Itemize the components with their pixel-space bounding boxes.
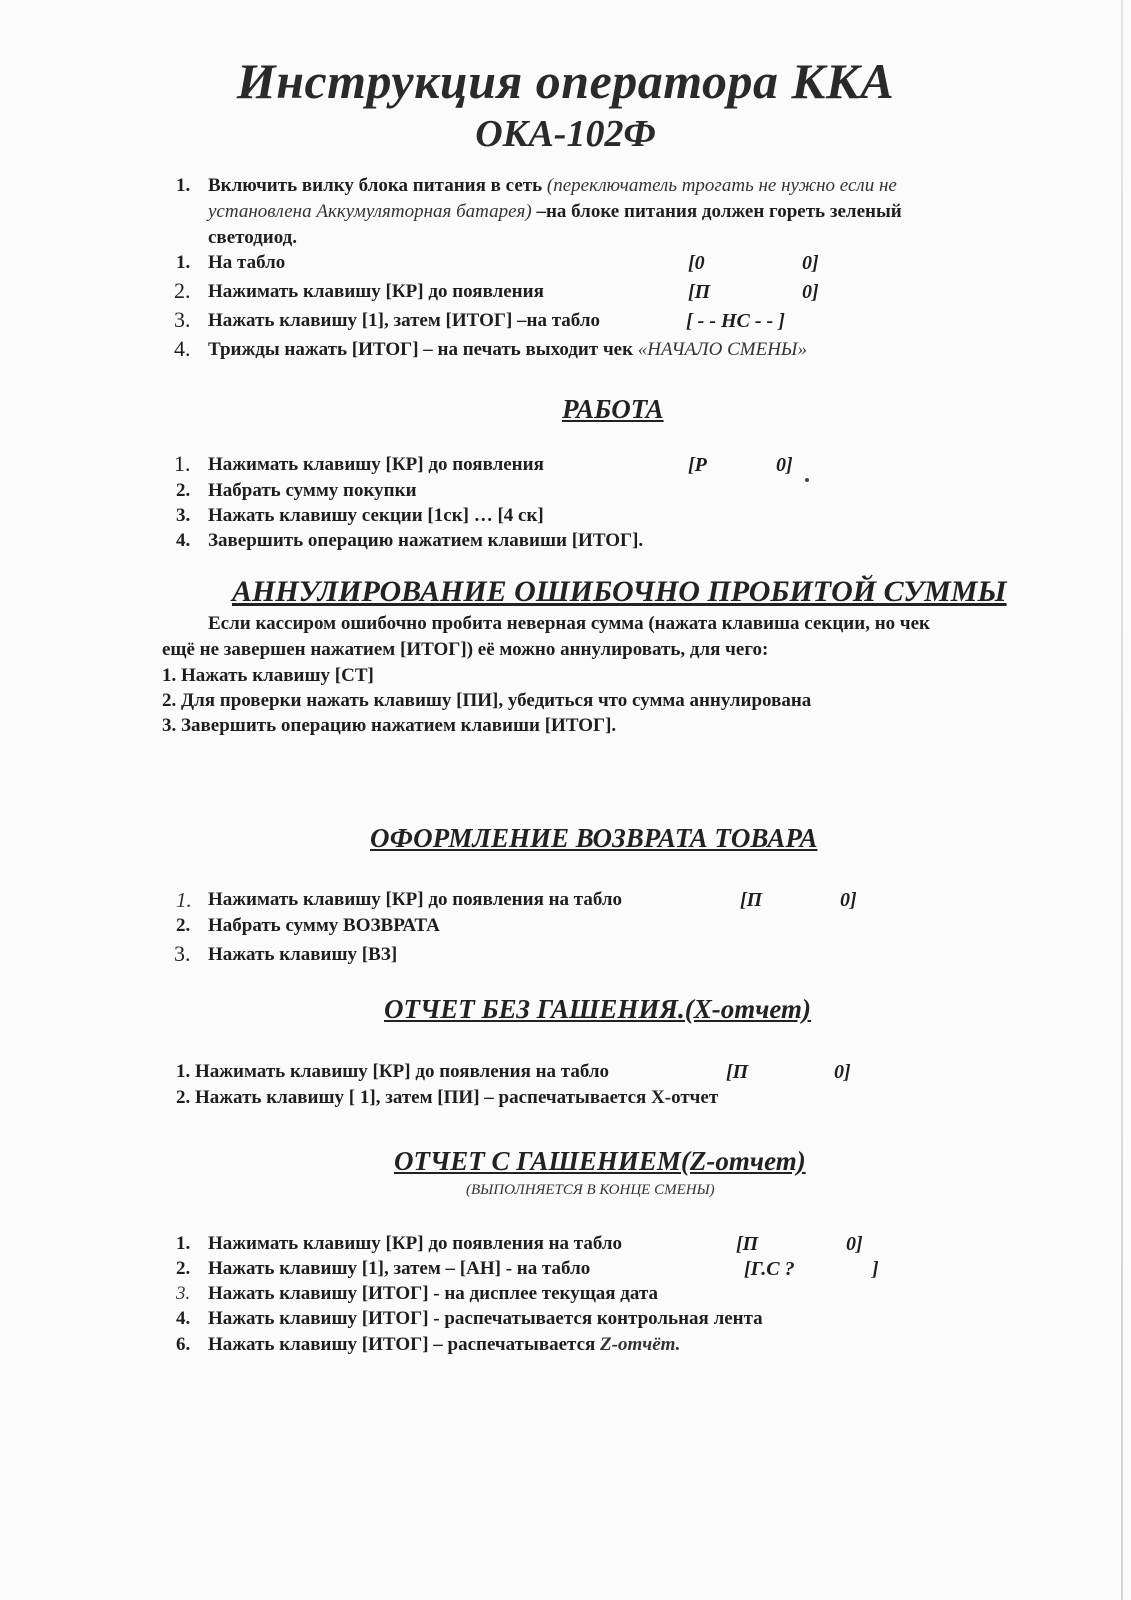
refund-item-text: Набрать сумму ВОЗВРАТА: [208, 915, 440, 936]
section-heading-cancel: АННУЛИРОВАНИЕ ОШИБОЧНО ПРОБИТОЙ СУММЫ: [232, 575, 1007, 608]
display-readout-end: 0]: [846, 1233, 863, 1255]
xreport-item: 2. Нажать клавишу [ 1], затем [ПИ] – распечатывается Х-отчет: [176, 1087, 719, 1108]
cancel-paragraph: ещё не завершен нажатием [ИТОГ]) её можно аннулировать, для чего:: [162, 639, 769, 660]
zreport-item-text: Нажать клавишу [ИТОГ] - на дисплее текущая дата: [208, 1283, 658, 1304]
display-readout: [0: [688, 252, 705, 274]
cancel-item: 2. Для проверки нажать клавишу [ПИ], убедиться что сумма аннулирована: [162, 690, 812, 711]
start-item-num: 4.: [174, 336, 191, 361]
section-heading-zreport: ОТЧЕТ С ГАШЕНИЕМ(Z-отчет): [394, 1146, 806, 1176]
start-item-receipt: [208, 338, 807, 362]
zreport-subheading: (ВЫПОЛНЯЕТСЯ В КОНЦЕ СМЕНЫ): [466, 1182, 715, 1198]
display-readout: [Р: [688, 454, 707, 476]
start-item-text: –на блоке питания должен гореть зеленый: [531, 201, 902, 222]
zreport-item-num: 1.: [176, 1233, 191, 1254]
work-item-text: Набрать сумму покупки: [208, 480, 417, 501]
start-item-power: [208, 174, 897, 198]
display-readout: [П: [736, 1233, 759, 1255]
start-item-num: 2.: [174, 278, 191, 303]
cancel-item: 1. Нажать клавишу [СТ]: [162, 665, 374, 686]
zreport-item-num: 2.: [176, 1258, 191, 1279]
zreport-item-text: Нажимать клавишу [КР] до появления на табло: [208, 1233, 623, 1254]
work-item-text: Нажимать клавишу [КР] до появления: [208, 454, 544, 475]
start-item-text: Нажать клавишу [1], затем [ИТОГ] –на табло: [208, 310, 600, 331]
start-item-text: Нажимать клавишу [КР] до появления: [208, 281, 544, 302]
section-heading-refund: ОФОРМЛЕНИЕ ВОЗВРАТА ТОВАРА: [370, 823, 818, 853]
section-heading-xreport: ОТЧЕТ БЕЗ ГАШЕНИЯ.(Х-отчет): [384, 994, 812, 1024]
zreport-item-final: [208, 1333, 680, 1357]
zreport-name: Z-отчёт.: [600, 1334, 681, 1355]
display-readout: [ - - НС - - ]: [686, 310, 785, 332]
scan-edge: [1121, 0, 1123, 1600]
work-item-text: Нажать клавишу секции [1ск] … [4 ск]: [208, 505, 544, 526]
display-readout-end: 0]: [802, 281, 819, 303]
receipt-name: «НАЧАЛО СМЕНЫ»: [637, 339, 807, 360]
work-item-text: Завершить операцию нажатием клавиши [ИТОГ].: [208, 530, 644, 551]
display-readout: [П: [726, 1061, 749, 1083]
start-item-text: Трижды нажать [ИТОГ] – на печать выходит чек: [208, 339, 638, 360]
start-item-num: 1.: [176, 252, 191, 273]
display-readout-end: 0]: [840, 889, 857, 911]
display-readout-end: 0]: [776, 454, 793, 476]
display-readout-end: 0]: [802, 252, 819, 274]
refund-item-num: 3.: [174, 941, 191, 966]
device-model: ОКА-102Ф: [475, 113, 656, 155]
start-item-power-line3: светодиод.: [208, 227, 298, 248]
ink-speck: [805, 478, 809, 482]
work-item-num: 3.: [176, 505, 191, 526]
refund-item-text: Нажать клавишу [ВЗ]: [208, 944, 398, 965]
zreport-item-num: 3.: [176, 1283, 191, 1304]
refund-item-num: 1.: [176, 888, 192, 912]
section-heading-work: РАБОТА: [562, 394, 664, 424]
work-item-num: 4.: [176, 530, 191, 551]
start-item-note: установлена Аккумуляторная батарея): [208, 201, 532, 222]
xreport-item: 1. Нажимать клавишу [КР] до появления на табло: [176, 1061, 610, 1082]
zreport-item-num: 4.: [176, 1308, 191, 1329]
zreport-item-text: Нажать клавишу [1], затем – [АН] - на табло: [208, 1258, 591, 1279]
display-readout-end: ]: [872, 1258, 879, 1280]
document-title: Инструкция оператора ККА: [236, 53, 895, 109]
refund-item-text: Нажимать клавишу [КР] до появления на табло: [208, 889, 623, 910]
work-item-num: 1.: [174, 451, 191, 476]
zreport-item-num: 6.: [176, 1334, 191, 1355]
zreport-item-text: Нажать клавишу [ИТОГ] - распечатывается контрольная лента: [208, 1308, 763, 1329]
start-item-text: На табло: [208, 252, 286, 273]
display-readout: [П: [740, 889, 763, 911]
display-readout: [Г.С ?: [744, 1258, 795, 1280]
start-item-power-line2: [208, 200, 902, 224]
cancel-paragraph: Если кассиром ошибочно пробита неверная сумма (нажата клавиша секции, но чек: [208, 613, 930, 634]
zreport-item-text: Нажать клавишу [ИТОГ] – распечатывается: [208, 1334, 601, 1355]
start-item-num: 1.: [176, 175, 191, 196]
start-item-num: 3.: [174, 307, 191, 332]
refund-item-num: 2.: [176, 915, 191, 936]
work-item-num: 2.: [176, 480, 191, 501]
start-item-note: (переключатель трогать не нужно если не: [546, 175, 897, 196]
display-readout: [П: [688, 281, 711, 303]
cancel-item: 3. Завершить операцию нажатием клавиши [ИТОГ].: [162, 715, 617, 736]
start-item-text: Включить вилку блока питания в сеть: [208, 175, 547, 196]
display-readout-end: 0]: [834, 1061, 851, 1083]
